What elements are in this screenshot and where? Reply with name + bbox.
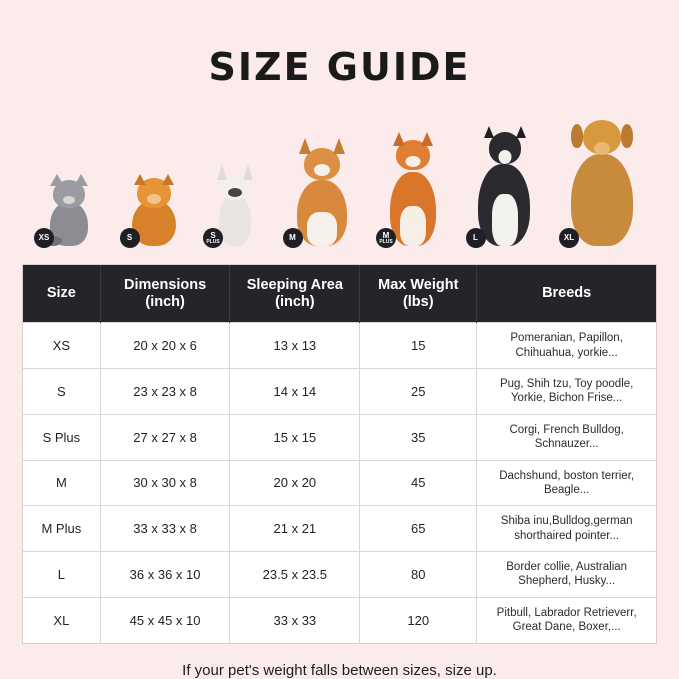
table-header-row (23, 265, 656, 323)
shiba-inu-icon (379, 132, 444, 246)
cell-breeds: Corgi, French Bulldog, Schnauzer... (477, 414, 656, 460)
pet-illustration-row (40, 111, 639, 246)
pet-s-pomeranian (126, 168, 182, 246)
cell-size: S Plus (23, 414, 100, 460)
table-row (23, 414, 656, 460)
badge-s (120, 228, 140, 248)
column-header-sleeping-area-line1: Sleeping Area (246, 277, 343, 293)
table-row (23, 597, 656, 642)
table-row (23, 460, 656, 506)
badge-label: XL (563, 233, 575, 242)
cell-breeds: Pomeranian, Papillon, Chihuahua, yorkie... (477, 323, 656, 369)
column-header-max-weight-line2: (lbs) (402, 293, 434, 310)
cell-dimensions: 23 x 23 x 8 (100, 369, 230, 415)
cell-max-weight: 25 (360, 369, 477, 415)
badge-sublabel: PLUS (379, 238, 393, 245)
cell-sleeping-area: 23.5 x 23.5 (230, 552, 360, 598)
column-header-max-weight-line1: Max Weight (378, 277, 459, 293)
column-header-sleeping-area-line2: (inch) (275, 293, 315, 310)
badge-label: S (126, 233, 133, 242)
badge-label: L (473, 233, 478, 242)
cell-size: S (23, 369, 100, 415)
cell-breeds: Pug, Shih tzu, Toy poodle, Yorkie, Bichon Frise... (477, 369, 656, 415)
column-header-breeds (477, 265, 656, 323)
cell-sleeping-area: 14 x 14 (230, 369, 360, 415)
cell-max-weight: 120 (360, 597, 477, 642)
french-bulldog-icon (206, 160, 261, 246)
cell-max-weight: 35 (360, 414, 477, 460)
cell-size: XS (23, 323, 100, 369)
pet-m-plus-shiba-inu (379, 132, 444, 246)
cell-max-weight: 80 (360, 552, 477, 598)
table-row (23, 552, 656, 598)
column-header-dimensions (100, 265, 230, 323)
cell-sleeping-area: 20 x 20 (230, 460, 360, 506)
badge-label: S (210, 230, 216, 240)
column-header-max-weight (360, 265, 477, 323)
size-table-container (22, 264, 657, 644)
pet-xs-cat (40, 174, 98, 246)
cell-max-weight: 15 (360, 323, 477, 369)
corgi-icon (289, 138, 355, 246)
cat-icon (40, 174, 98, 246)
cell-size: M Plus (23, 506, 100, 552)
table-row (23, 369, 656, 415)
column-header-dimensions-line2: (inch) (145, 293, 185, 310)
table-header (23, 265, 656, 323)
cell-dimensions: 30 x 30 x 8 (100, 460, 230, 506)
badge-m-plus (376, 228, 396, 248)
cell-size: L (23, 552, 100, 598)
cell-dimensions: 33 x 33 x 8 (100, 506, 230, 552)
cell-dimensions: 45 x 45 x 10 (100, 597, 230, 642)
cell-size: XL (23, 597, 100, 642)
cell-dimensions: 36 x 36 x 10 (100, 552, 230, 598)
size-table (23, 265, 656, 643)
table-row (23, 506, 656, 552)
column-header-sleeping-area (230, 265, 360, 323)
badge-xs (34, 228, 54, 248)
column-header-dimensions-line1: Dimensions (124, 277, 207, 293)
cell-breeds: Dachshund, boston terrier, Beagle... (477, 460, 656, 506)
footnote: If your pet's weight falls between sizes, size up. (182, 661, 497, 679)
badge-xl (559, 228, 579, 248)
golden-retriever-icon (565, 114, 639, 246)
table-body (23, 323, 656, 643)
cell-max-weight: 65 (360, 506, 477, 552)
cell-sleeping-area: 21 x 21 (230, 506, 360, 552)
cell-max-weight: 45 (360, 460, 477, 506)
pet-xl-golden-retriever (565, 114, 639, 246)
cell-sleeping-area: 15 x 15 (230, 414, 360, 460)
badge-label: M (382, 230, 390, 240)
cell-size: M (23, 460, 100, 506)
badge-label: M (289, 233, 296, 242)
table-row (23, 323, 656, 369)
badge-label: XS (38, 233, 50, 242)
cell-dimensions: 20 x 20 x 6 (100, 323, 230, 369)
pomeranian-icon (126, 168, 182, 246)
cell-breeds: Border collie, Australian Shepherd, Husky... (477, 552, 656, 598)
column-header-size-line1: Size (46, 285, 76, 302)
page-title: SIZE GUIDE (208, 45, 471, 89)
badge-l (466, 228, 486, 248)
badge-s-plus (203, 228, 223, 248)
border-collie-icon (472, 126, 538, 246)
cell-dimensions: 27 x 27 x 8 (100, 414, 230, 460)
pet-m-corgi (289, 138, 355, 246)
cell-sleeping-area: 13 x 13 (230, 323, 360, 369)
cell-sleeping-area: 33 x 33 (230, 597, 360, 642)
badge-m (283, 228, 303, 248)
cell-breeds: Pitbull, Labrador Retrieverr, Great Dane, Boxer,... (477, 597, 656, 642)
pet-s-plus-french-bulldog (206, 160, 261, 246)
pet-l-border-collie (472, 126, 538, 246)
cell-breeds: Shiba inu,Bulldog,german shorthaired pointer... (477, 506, 656, 552)
badge-sublabel: PLUS (206, 238, 220, 245)
column-header-breeds-line1: Breeds (542, 285, 592, 302)
column-header-size (23, 265, 100, 323)
